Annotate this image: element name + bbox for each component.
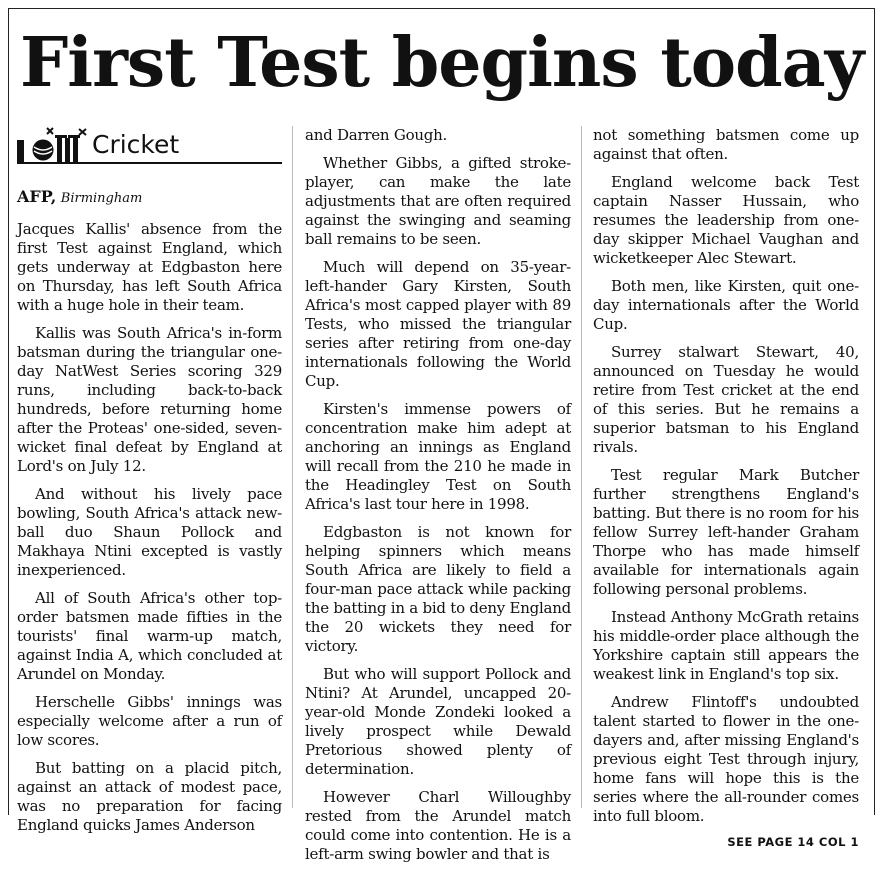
section-label: Cricket [92,130,180,159]
left-border [8,8,9,815]
paragraph: Edgbaston is not known for helping spinners which means South Africa are likely to field a four-man pace attack while packing the batting in a bid to deny England the 20 wickets they need for victory. [305,523,571,655]
paragraph: Andrew Flintoff's undoubted talent started to flower in the one-dayers and, after missing England's previous eight Test through injury, home fans will hope this is the series where the all-rounder comes into full bloom. [593,693,859,825]
headline: First Test begins today [20,23,864,103]
paragraph: England welcome back Test captain Nasser Hussain, who resumes the leadership from one-day skipper Michael Vaughan and wicketkeeper Alec Stewart. [593,173,859,267]
column-divider [292,126,293,808]
continuation-note: SEE PAGE 14 COL 1 [727,835,859,849]
top-border [8,8,875,9]
paragraph: And without his lively pace bowling, South Africa's attack new-ball duo Shaun Pollock and Makhaya Ntini excepted is vastly inexperienced. [17,485,282,579]
byline-place: Birmingham [60,191,143,206]
paragraph: Both men, like Kirsten, quit one-day internationals after the World Cup. [593,277,859,333]
paragraph: Whether Gibbs, a gifted stroke-player, can make the late adjustments that are often required against the swinging and seaming ball remains to be seen. [305,154,571,248]
paragraph: Jacques Kallis' absence from the first Test against England, which gets underway at Edgbaston here on Thursday, has left South Africa with a huge hole in their team. [17,220,282,314]
paragraph: However Charl Willoughby rested from the Arundel match could come into contention. He is a left-arm swing bowler and that is [305,788,571,863]
paragraph: All of South Africa's other top-order batsmen made fifties in the tourists' final warm-up match, against India A, which concluded at Arundel on Monday. [17,589,282,683]
paragraph: But who will support Pollock and Ntini? At Arundel, uncapped 20-year-old Monde Zondeki looked a lively prospect while Dewald Pretorious showed plenty of determination. [305,665,571,778]
column-divider [581,126,582,808]
paragraph: But batting on a placid pitch, against an attack of modest pace, was no preparation for facing England quicks James Anderson [17,759,282,834]
section-rule [17,162,282,164]
paragraph: Herschelle Gibbs' innings was especially welcome after a run of low scores. [17,693,282,749]
paragraph: Instead Anthony McGrath retains his middle-order place although the Yorkshire captain still appears the weakest link in England's top six. [593,608,859,683]
section-header [17,126,282,170]
paragraph: Kirsten's immense powers of concentration make him adept at anchoring an innings as England will recall from the 210 he made in the Headingley Test on South Africa's last tour here in 1998. [305,400,571,513]
byline [17,188,282,208]
paragraph: Kallis was South Africa's in-form batsman during the triangular one-day NatWest Series scoring 329 runs, including back-to-back hundreds, before returning home after the Proteas' one-sided, seven-wicket final defeat by England at Lord's on July 12. [17,324,282,475]
paragraph: Test regular Mark Butcher further strengthens England's batting. But there is no room for his fellow Surrey left-hander Graham Thorpe who has made himself available for internationals again following personal problems. [593,466,859,598]
paragraph: Much will depend on 35-year-left-hander Gary Kirsten, South Africa's most capped player with 89 Tests, who missed the triangular series after retiring from one-day internationals following the World Cup. [305,258,571,390]
byline-agency: AFP, [17,187,57,206]
article-column-1 [17,126,282,844]
cricket-ball-and-wicket-icon [17,126,89,164]
paragraph: not something batsmen come up against that often. [593,126,859,163]
right-border [874,8,875,815]
article-column-2 [305,126,571,873]
article-column-3 [593,126,859,849]
paragraph: and Darren Gough. [305,126,448,144]
paragraph: Surrey stalwart Stewart, 40, announced on Tuesday he would retire from Test cricket at the end of this series. But he remains a superior batsman to his England rivals. [593,343,859,456]
